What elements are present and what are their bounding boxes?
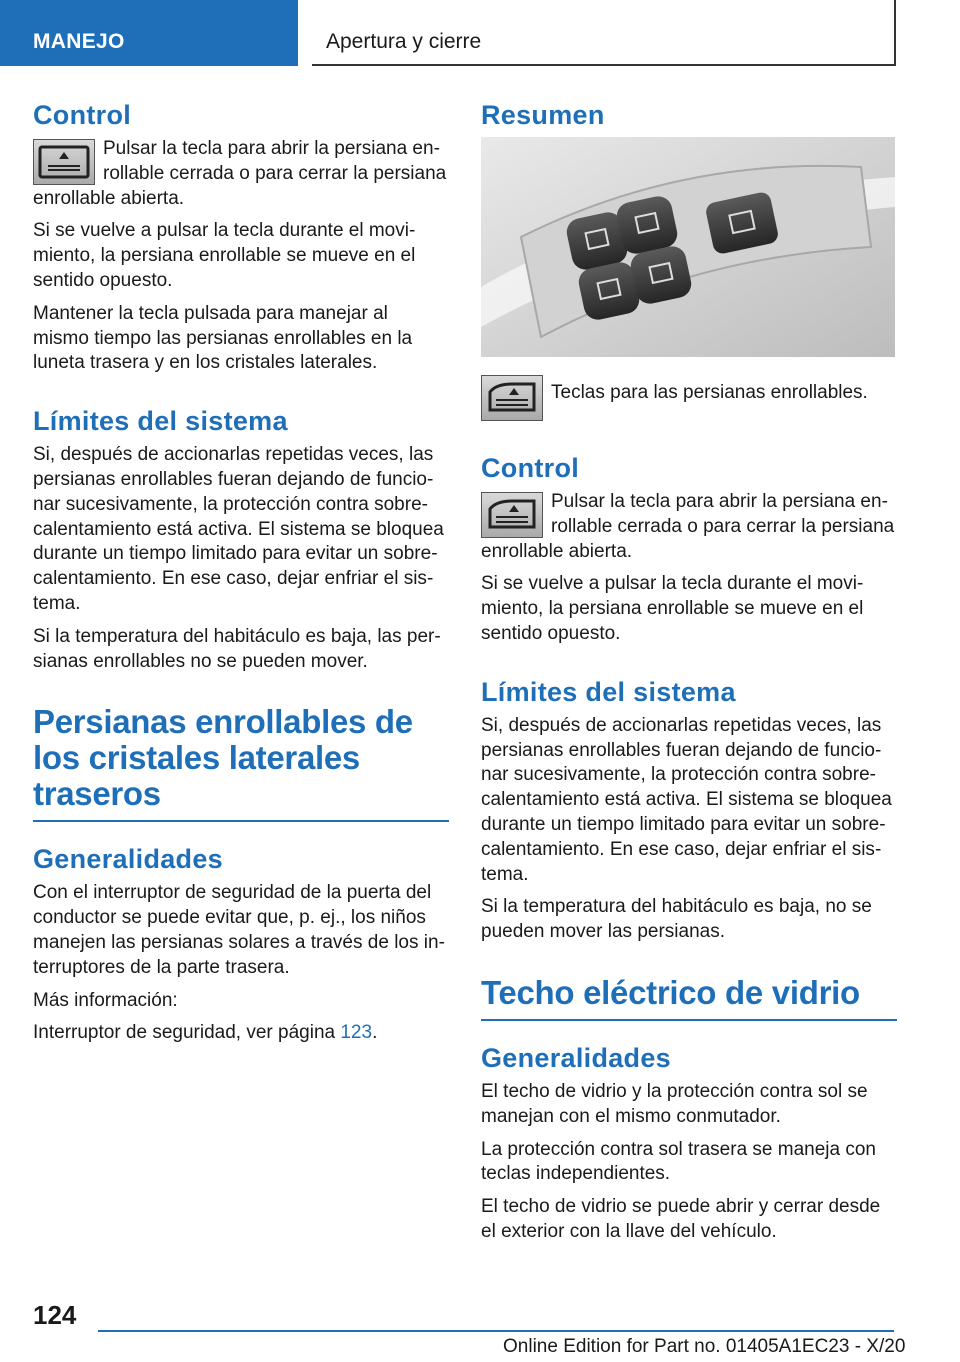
summary-caption-row xyxy=(481,373,897,429)
edition-note: Online Edition for Part no. 01405A1EC23 - X/20 xyxy=(503,1336,906,1357)
limits-paragraph-1: Si, después de accionarlas repetidas veces, las persianas enrollables fueran dejando de funcionar sucesivamente, la protección contra sobrecalentamiento está activa. El sistema se bloquea durante un tiempo limitado para evitar un sobrecalentamiento. En ese caso, dejar enfriar el sistema. xyxy=(33,444,444,614)
page-header xyxy=(0,0,960,66)
left-column xyxy=(33,100,449,1054)
control-paragraph-3: Mantener la tecla pulsada para manejar al mismo tiempo las persianas enrollables en la luneta trasera y en los cristales laterales. xyxy=(33,302,413,374)
chapter-title: Apertura y cierre xyxy=(312,0,896,66)
general-paragraph-1: Con el interruptor de seguridad de la puerta del conductor se puede evitar que, p. ej., los niños manejen las persianas solares a través de los interruptores de la parte trasera. xyxy=(33,882,445,978)
rear-window-blind-key-icon xyxy=(33,139,95,185)
summary-caption: Teclas para las persianas enrollables. xyxy=(551,382,868,403)
side-window-blind-key-icon xyxy=(481,375,543,421)
right-general-paragraph-3: El techo de vidrio se puede abrir y cerrar desde el exterior con la llave del vehículo. xyxy=(481,1196,881,1242)
section-tab: MANEJO xyxy=(0,0,298,66)
general-paragraph-2: Más información: xyxy=(33,989,178,1011)
right-control-heading: Control xyxy=(481,453,580,483)
right-limits-paragraph-1: Si, después de accionarlas repetidas veces, las persianas enrollables fueran dejando de funcionar sucesivamente, la protección contra sobrecalentamiento está activa. El sistema se bloquea durante un tiempo limitado para evitar un sobrecalentamiento. En ese caso, dejar enfriar el sistema. xyxy=(481,714,892,885)
footer-divider xyxy=(98,1330,894,1332)
limits-paragraph-2: Si la temperatura del habitáculo es baja, las persianas enrollables no se pueden mover. xyxy=(33,625,441,672)
limits-heading: Límites del sistema xyxy=(33,406,288,437)
right-column xyxy=(481,100,897,1253)
control-icon-row xyxy=(33,137,449,211)
rear-side-blinds-heading: Persianas enrollables de los cristales laterales traseros xyxy=(33,703,413,813)
control-heading: Control xyxy=(33,100,132,130)
right-general-heading: Generalidades xyxy=(481,1042,671,1073)
control-paragraph-1: Pulsar la tecla para abrir la persiana enrollable cerrada o para cerrar la persiana enrollable abierta. xyxy=(33,138,447,209)
general-heading: Generalidades xyxy=(33,844,223,875)
right-general-paragraph-1: El techo de vidrio y la protección contra sol se manejan con el mismo conmutador. xyxy=(481,1080,868,1127)
right-control-paragraph-1: Pulsar la tecla para abrir la persiana enrollable cerrada o para cerrar la persiana enrollable abierta. xyxy=(481,491,895,562)
general-paragraph-3: Interruptor de seguridad, ver página 123. xyxy=(33,1022,378,1044)
right-control-paragraph-2: Si se vuelve a pulsar la tecla durante el movimiento, la persiana enrollable se mueve en el sentido opuesto. xyxy=(481,573,864,644)
right-general-paragraph-2: La protección contra sol trasera se maneja con teclas independientes. xyxy=(481,1138,876,1185)
blind-switches-photo xyxy=(481,137,895,357)
glass-roof-heading: Techo eléctrico de vidrio xyxy=(481,973,860,1011)
page-reference-link[interactable]: 123 xyxy=(340,1022,373,1044)
control-paragraph-2: Si se vuelve a pulsar la tecla durante el movimiento, la persiana enrollable se mueve en el sentido opuesto. xyxy=(33,220,416,291)
rear-side-blinds-title-block xyxy=(33,704,449,822)
right-control-icon-row xyxy=(481,490,897,564)
summary-heading: Resumen xyxy=(481,100,605,130)
glass-roof-title-block xyxy=(481,975,897,1021)
right-limits-heading: Límites del sistema xyxy=(481,676,736,707)
page-number: 124 xyxy=(33,1300,77,1330)
right-limits-paragraph-2: Si la temperatura del habitáculo es baja, no se pueden mover las persianas. xyxy=(481,896,872,943)
side-window-blind-key-icon xyxy=(481,492,543,538)
